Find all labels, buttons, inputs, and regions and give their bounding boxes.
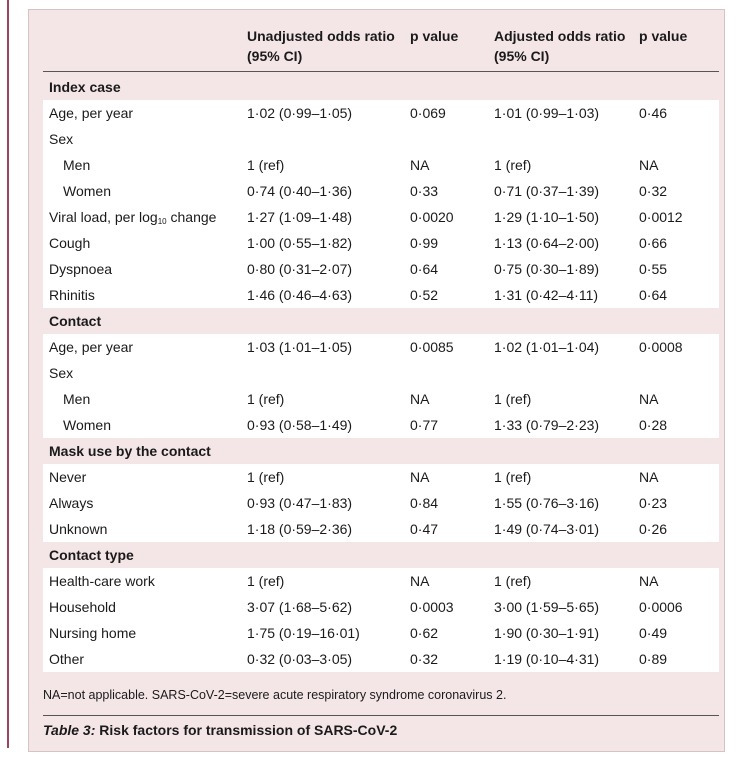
unadjusted-p-cell: 0·77 — [410, 417, 439, 433]
caption-title: Risk factors for transmission of SARS-CoV-2 — [99, 722, 398, 738]
table-panel — [28, 9, 725, 752]
adjusted-p-cell: NA — [639, 391, 659, 407]
adjusted-or-cell: 1·33 (0·79–2·23) — [494, 417, 600, 433]
row-label: Household — [49, 599, 116, 615]
adjusted-p-cell: 0·89 — [639, 651, 668, 667]
adjusted-or-cell: 1 (ref) — [494, 391, 532, 407]
section-title: Contact type — [49, 547, 134, 563]
header-adjusted-or: Adjusted odds ratio (95% CI) — [494, 28, 626, 64]
adjusted-p-cell: 0·64 — [639, 287, 668, 303]
adjusted-or-cell: 1·31 (0·42–4·11) — [494, 287, 599, 303]
header-p-value-1: p value — [410, 28, 459, 44]
caption-label: Table 3: — [43, 722, 96, 738]
table-row — [43, 620, 719, 646]
unadjusted-p-cell: 0·52 — [410, 287, 439, 303]
adjusted-p-cell: NA — [639, 469, 659, 485]
unadjusted-p-cell: 0·62 — [410, 625, 439, 641]
section-header — [43, 74, 719, 100]
table-row — [43, 464, 719, 490]
table-row — [43, 386, 719, 412]
adjusted-or-cell: 1·19 (0·10–4·31) — [494, 651, 600, 667]
unadjusted-p-cell: 0·33 — [410, 183, 439, 199]
adjusted-or-cell: 1·49 (0·74–3·01) — [494, 521, 600, 537]
row-label: Nursing home — [49, 625, 137, 641]
adjusted-p-cell: NA — [639, 157, 659, 173]
row-label: Men — [63, 157, 91, 173]
adjusted-or-cell: 1·55 (0·76–3·16) — [494, 495, 600, 511]
table-row — [43, 360, 719, 386]
margin-rule — [7, 0, 9, 748]
table-row — [43, 126, 719, 152]
table-row — [43, 256, 719, 282]
table-caption — [43, 720, 397, 740]
row-label: Always — [49, 495, 94, 511]
unadjusted-or-cell: 3·07 (1·68–5·62) — [247, 599, 353, 615]
row-label: Sex — [49, 365, 74, 381]
section-title: Index case — [49, 79, 121, 95]
unadjusted-or-cell: 0·32 (0·03–3·05) — [247, 651, 353, 667]
row-label: Never — [49, 469, 87, 485]
unadjusted-or-cell: 0·93 (0·47–1·83) — [247, 495, 353, 511]
adjusted-or-cell: 1·29 (1·10–1·50) — [494, 209, 600, 225]
row-label: Health-care work — [49, 573, 155, 589]
row-label: Age, per year — [49, 339, 134, 355]
row-label: Viral load, per $\log_{10}$ change — [49, 209, 217, 226]
unadjusted-p-cell: 0·99 — [410, 235, 439, 251]
unadjusted-or-cell: 1·03 (1·01–1·05) — [247, 339, 353, 355]
adjusted-p-cell: 0·66 — [639, 235, 668, 251]
row-label: Unknown — [49, 521, 108, 537]
unadjusted-p-cell: 0·0020 — [410, 209, 454, 225]
unadjusted-p-cell: 0·0085 — [410, 339, 454, 355]
adjusted-or-cell: 1·90 (0·30–1·91) — [494, 625, 600, 641]
section-header — [43, 308, 719, 334]
table-row — [43, 594, 719, 620]
table-row — [43, 178, 719, 204]
adjusted-p-cell: 0·26 — [639, 521, 668, 537]
section-header — [43, 438, 719, 464]
adjusted-p-cell: 0·49 — [639, 625, 668, 641]
adjusted-or-cell: 1 (ref) — [494, 469, 532, 485]
table-row — [43, 412, 719, 438]
table-row — [43, 152, 719, 178]
adjusted-or-cell: 3·00 (1·59–5·65) — [494, 599, 600, 615]
adjusted-p-cell: 0·0012 — [639, 209, 683, 225]
unadjusted-or-cell: 1·02 (0·99–1·05) — [247, 105, 353, 121]
row-label: Cough — [49, 235, 91, 251]
unadjusted-or-cell: 1·46 (0·46–4·63) — [247, 287, 353, 303]
section-title: Mask use by the contact — [49, 443, 211, 459]
adjusted-p-cell: 0·0006 — [639, 599, 683, 615]
unadjusted-or-cell: 0·93 (0·58–1·49) — [247, 417, 353, 433]
adjusted-or-cell: 0·75 (0·30–1·89) — [494, 261, 600, 277]
table-row — [43, 568, 719, 594]
adjusted-or-cell: 1 (ref) — [494, 573, 532, 589]
table-row — [43, 230, 719, 256]
table-row — [43, 204, 719, 230]
adjusted-p-cell: 0·32 — [639, 183, 668, 199]
table-row — [43, 100, 719, 126]
table-footnote: NA=not applicable. SARS-CoV-2=severe acute respiratory syndrome coronavirus 2. — [43, 688, 507, 702]
caption-rule — [43, 715, 719, 716]
unadjusted-or-cell: 0·80 (0·31–2·07) — [247, 261, 353, 277]
row-label: Women — [63, 417, 111, 433]
unadjusted-or-cell: 1·75 (0·19–16·01) — [247, 625, 360, 641]
unadjusted-or-cell: 1·27 (1·09–1·48) — [247, 209, 353, 225]
header-p-value-2: p value — [639, 28, 688, 44]
table-row — [43, 282, 719, 308]
row-label: Age, per year — [49, 105, 134, 121]
table-row — [43, 334, 719, 360]
row-label: Rhinitis — [49, 287, 95, 303]
adjusted-p-cell: 0·46 — [639, 105, 668, 121]
unadjusted-p-cell: 0·069 — [410, 105, 446, 121]
row-label: Women — [63, 183, 111, 199]
adjusted-p-cell: 0·23 — [639, 495, 668, 511]
unadjusted-or-cell: 1·18 (0·59–2·36) — [247, 521, 353, 537]
adjusted-or-cell: 1 (ref) — [494, 157, 532, 173]
unadjusted-p-cell: NA — [410, 469, 430, 485]
adjusted-or-cell: 1·02 (1·01–1·04) — [494, 339, 600, 355]
table-row — [43, 516, 719, 542]
unadjusted-p-cell: 0·0003 — [410, 599, 454, 615]
unadjusted-or-cell: 1 (ref) — [247, 157, 285, 173]
unadjusted-or-cell: 1 (ref) — [247, 469, 285, 485]
row-label: Men — [63, 391, 91, 407]
adjusted-p-cell: 0·28 — [639, 417, 668, 433]
adjusted-p-cell: NA — [639, 573, 659, 589]
section-header — [43, 542, 719, 568]
row-label: Other — [49, 651, 85, 667]
row-label: Sex — [49, 131, 74, 147]
unadjusted-or-cell: 1 (ref) — [247, 573, 285, 589]
unadjusted-p-cell: 0·64 — [410, 261, 439, 277]
header-rule — [43, 71, 719, 72]
unadjusted-p-cell: NA — [410, 391, 430, 407]
row-label: Dyspnoea — [49, 261, 113, 277]
table-row — [43, 490, 719, 516]
unadjusted-or-cell: 0·74 (0·40–1·36) — [247, 183, 353, 199]
adjusted-or-cell: 1·13 (0·64–2·00) — [494, 235, 600, 251]
header-unadjusted-or: Unadjusted odds ratio (95% CI) — [247, 28, 395, 64]
unadjusted-p-cell: 0·47 — [410, 521, 439, 537]
unadjusted-p-cell: NA — [410, 157, 430, 173]
adjusted-or-cell: 1·01 (0·99–1·03) — [494, 105, 600, 121]
table-row — [43, 646, 719, 672]
section-title: Contact — [49, 313, 102, 329]
adjusted-or-cell: 0·71 (0·37–1·39) — [494, 183, 600, 199]
adjusted-p-cell: 0·55 — [639, 261, 668, 277]
unadjusted-or-cell: 1 (ref) — [247, 391, 285, 407]
adjusted-p-cell: 0·0008 — [639, 339, 683, 355]
unadjusted-or-cell: 1·00 (0·55–1·82) — [247, 235, 353, 251]
unadjusted-p-cell: 0·32 — [410, 651, 439, 667]
unadjusted-p-cell: NA — [410, 573, 430, 589]
unadjusted-p-cell: 0·84 — [410, 495, 439, 511]
